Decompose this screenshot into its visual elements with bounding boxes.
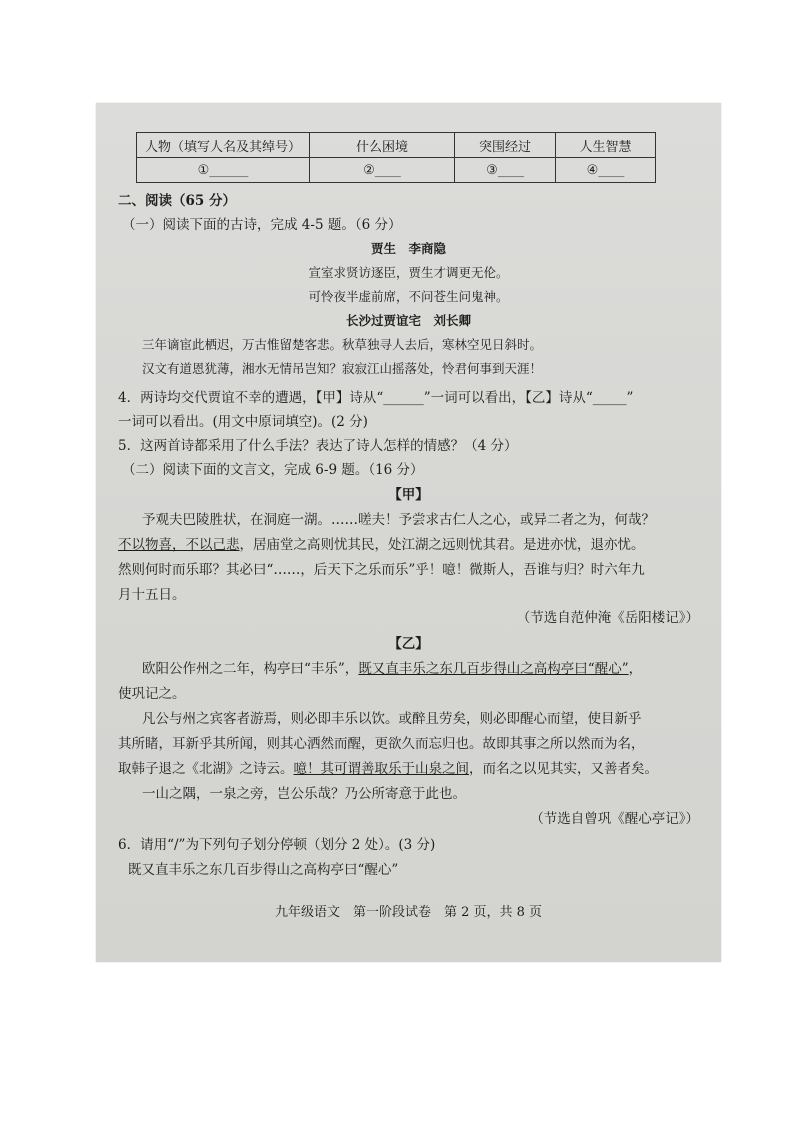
table-header-cell: 人生智慧 <box>556 133 656 158</box>
table-header-cell: 人物（填写人名及其绰号） <box>137 133 310 158</box>
passage-text: ，居庙堂之高则忧其民，处江湖之远则忧其君。是进亦忧，退亦忧。 <box>239 537 645 553</box>
part-one-instruction: （一）阅读下面的古诗，完成 4-5 题。（6 分） <box>122 217 402 233</box>
table-header-cell: 什么困境 <box>310 133 455 158</box>
passage-yi-label: 【乙】 <box>388 636 429 652</box>
table-blank-cell: ①______ <box>137 158 310 183</box>
passage-jia-label: 【甲】 <box>388 487 429 503</box>
question-4-line: 一词可以看出。(用文中原词填空)。(2 分) <box>118 414 368 430</box>
underlined-phrase: 噫！其可谓善取乐于山泉之间 <box>293 761 469 777</box>
passage-jia-line <box>118 533 645 553</box>
poem1-title: 贾生 李商隐 <box>370 241 446 256</box>
underlined-phrase: 既又直丰乐之东几百步得山之高构亭曰“醒心” <box>358 661 629 677</box>
passage-yi-line <box>142 657 642 677</box>
poem2-line: 三年谪宦此栖迟，万古惟留楚客悲。秋草独寻人去后，寒林空见日斜时。 <box>142 337 543 352</box>
passage-yi-line: 其所睹，耳新乎其所闻，则其心洒然而醒，更欲久而忘归也。故即其事之所以然而为名， <box>118 736 645 752</box>
passage-yi-line: 凡公与州之宾客者游焉，则必即丰乐以饮。或醉且劳矣，则必即醒心而望，使目新乎 <box>142 711 642 727</box>
answer-table <box>136 132 656 183</box>
passage-jia-line: 月十五日。 <box>118 587 186 603</box>
passage-jia-source: （节选自范仲淹《岳阳楼记》） <box>516 610 699 626</box>
passage-yi-line: 使巩记之。 <box>118 686 186 702</box>
table-blank-row <box>137 158 656 183</box>
passage-yi-line: 一山之隅，一泉之旁，岂公乐哉？乃公所寄意于此也。 <box>142 786 466 802</box>
passage-yi-source: （节选自曾巩《醒心亭记》） <box>530 811 699 827</box>
table-blank-cell: ③____ <box>455 158 556 183</box>
passage-text: 欧阳公作州之二年，构亭曰“丰乐”， <box>142 661 359 677</box>
passage-yi-line <box>118 757 658 777</box>
poem2-title: 长沙过贾谊宅 刘长卿 <box>345 313 471 328</box>
passage-text: ，而名之以见其实，又善者矣。 <box>469 761 658 777</box>
page-footer: 九年级语文 第一阶段试卷 第 2 页，共 8 页 <box>274 905 543 920</box>
poem1-line: 可怜夜半虚前席，不问苍生问鬼神。 <box>308 289 509 304</box>
passage-jia-line: 然则何时而乐耶？其必曰“……，后天下之乐而乐”乎！噫！微斯人，吾谁与归？时六年九 <box>118 562 645 578</box>
poem1-line: 宣室求贤访逐臣，贾生才调更无伦。 <box>308 265 509 280</box>
question-4-line: 4．两诗均交代贾谊不幸的遭遇，【甲】诗从“______”一词可以看出，【乙】诗从“_____” <box>118 390 634 406</box>
part-two-instruction: （二）阅读下面的文言文，完成 6-9 题。（16 分） <box>122 462 424 478</box>
underlined-phrase: 不以物喜，不以己悲 <box>118 537 240 553</box>
poem2-line: 汉文有道恩犹薄，湘水无情吊岂知？寂寂江山摇落处，怜君何事到天涯！ <box>142 361 543 376</box>
question-6-sentence: 既又直丰乐之东几百步得山之高构亭曰“醒心” <box>128 862 399 878</box>
table-header-row <box>137 133 656 158</box>
section-heading: 二、阅读（65 分） <box>118 193 236 209</box>
table-blank-cell: ②____ <box>310 158 455 183</box>
passage-text: ， <box>628 661 643 677</box>
table-header-cell: 突围经过 <box>455 133 556 158</box>
question-6-line: 6．请用“/”为下列句子划分停顿（划分 2 处）。(3 分) <box>118 837 436 853</box>
scanned-exam-page <box>96 103 721 962</box>
table-blank-cell: ④____ <box>556 158 656 183</box>
question-5: 5．这两首诗都采用了什么手法？表达了诗人怎样的情感？（4 分） <box>118 438 518 454</box>
passage-jia-line: 予观夫巴陵胜状，在洞庭一湖。……嗟夫！予尝求古仁人之心，或异二者之为，何哉？ <box>142 512 655 528</box>
passage-text: 取韩子退之《北湖》之诗云。 <box>118 761 294 777</box>
